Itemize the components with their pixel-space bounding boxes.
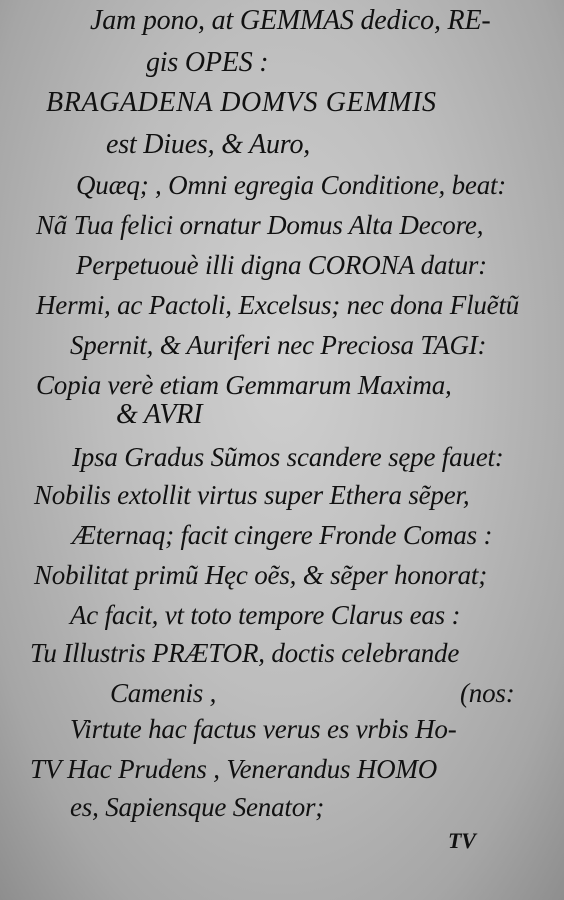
verse-line-10: Copia verè etiam Gemmarum Maxima, (36, 370, 452, 400)
verse-line-6: Nã Tua felici ornatur Domus Alta Decore, (36, 210, 484, 240)
verse-line-15: Nobilitat primũ Hęc oẽs, & sẽper honorat; (34, 560, 488, 590)
verse-line-21: TV Hac Prudens , Venerandus HOMO (30, 754, 438, 784)
verse-line-8: Hermi, ac Pactoli, Excelsus; nec dona Fluẽtũ (36, 290, 520, 320)
verse-line-9: Spernit, & Auriferi nec Preciosa TAGI: (70, 330, 487, 360)
verse-line-7: Perpetuouè illi digna CORONA datur: (76, 250, 487, 280)
verse-line-11: & AVRI (116, 399, 203, 430)
verse-line-14: Æternaq; facit cingere Fronde Comas : (72, 520, 493, 550)
verse-line-19: (nos: (460, 678, 515, 708)
verse-line-22: es, Sapiensque Senator; (70, 792, 325, 822)
verse-line-13: Nobilis extollit virtus super Ethera sẽper, (34, 480, 470, 510)
verse-line-20: Virtute hac factus verus es vrbis Ho- (70, 714, 457, 744)
verse-line-3: BRAGADENA DOMVS GEMMIS (46, 87, 437, 118)
verse-line-5: Quæq; , Omni egregia Conditione, beat: (76, 170, 507, 200)
verse-line-17: Tu Illustris PRÆTOR, doctis celebrande (30, 638, 460, 668)
verse-line-16: Ac facit, vt toto tempore Clarus eas : (70, 600, 461, 630)
verse-line-4: est Diues, & Auro, (106, 129, 311, 160)
verse-line-12: Ipsa Gradus Sũmos scandere sępe fauet: (72, 442, 504, 472)
verse-line-2: gis OPES : (146, 47, 269, 78)
catchword: TV (448, 828, 476, 853)
verse-line-1: Jam pono, at GEMMAS dedico, RE- (90, 5, 491, 36)
verse-line-18: Camenis , (110, 678, 217, 708)
